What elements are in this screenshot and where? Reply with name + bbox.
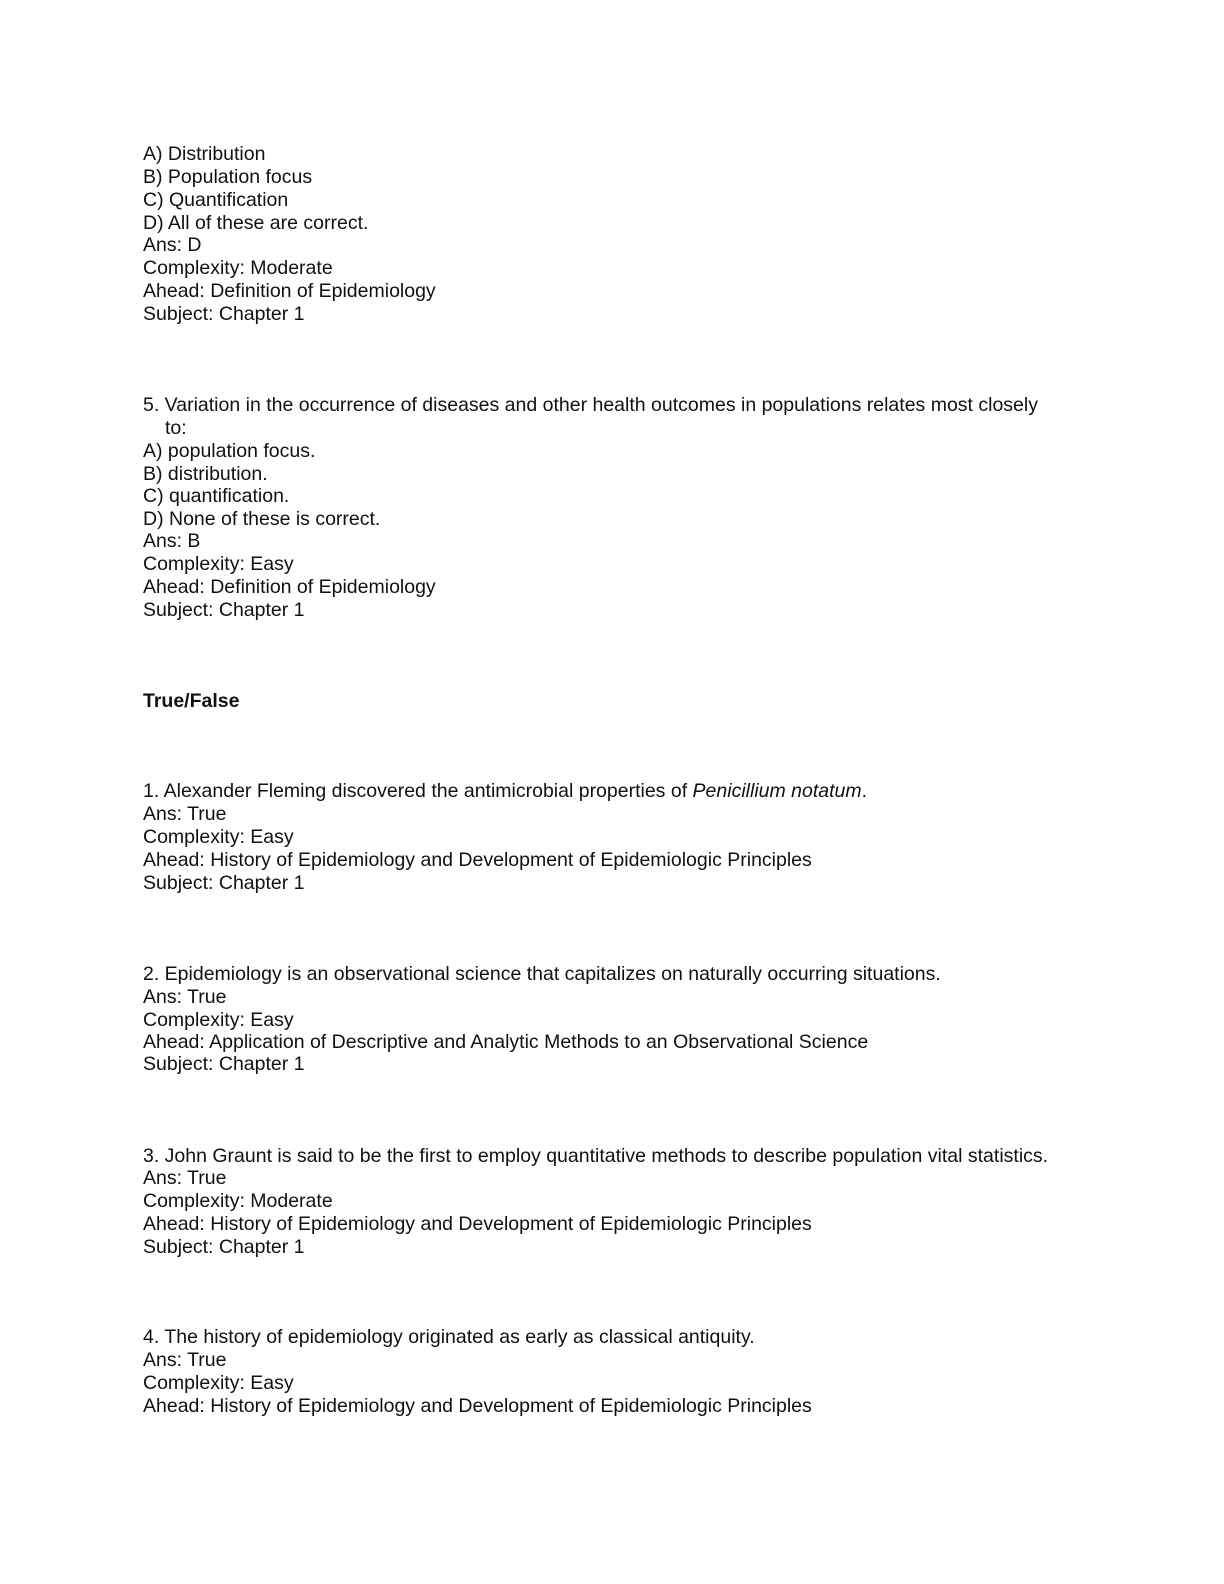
question-stem-end: . [861,780,868,802]
subject: Subject: Chapter 1 [143,1053,305,1075]
answer: Ans: True [143,1349,227,1371]
option-a: A) Distribution [143,143,266,165]
complexity: Complexity: Easy [143,553,294,575]
question-stem: 2. Epidemiology is an observational science that capitalizes on naturally occurring situations. [143,963,941,985]
subject: Subject: Chapter 1 [143,599,305,621]
question-stem-continued: to: [165,417,187,439]
complexity: Complexity: Easy [143,826,294,848]
answer: Ans: True [143,803,227,825]
complexity: Complexity: Easy [143,1009,294,1031]
option-c: C) quantification. [143,485,290,507]
subject: Subject: Chapter 1 [143,303,305,325]
complexity: Complexity: Moderate [143,1190,333,1212]
question-stem-text: 1. Alexander Fleming discovered the antimicrobial properties of [143,780,693,802]
ahead: Ahead: History of Epidemiology and Development of Epidemiologic Principles [143,1395,812,1417]
option-d: D) None of these is correct. [143,508,381,530]
ahead: Ahead: Definition of Epidemiology [143,576,436,598]
answer: Ans: B [143,530,201,552]
ahead: Ahead: History of Epidemiology and Development of Epidemiologic Principles [143,849,812,871]
organism-name: Penicillium notatum [692,780,862,802]
subject: Subject: Chapter 1 [143,872,305,894]
complexity: Complexity: Easy [143,1372,294,1394]
subject: Subject: Chapter 1 [143,1236,305,1258]
section-heading: True/False [143,690,240,712]
ahead: Ahead: Application of Descriptive and Analytic Methods to an Observational Science [143,1031,869,1053]
option-a: A) population focus. [143,440,316,462]
option-c: C) Quantification [143,189,289,211]
question-stem: 4. The history of epidemiology originated as early as classical antiquity. [143,1326,755,1348]
option-b: B) distribution. [143,463,268,485]
answer: Ans: True [143,986,227,1008]
ahead: Ahead: Definition of Epidemiology [143,280,436,302]
question-stem [143,780,867,803]
question-stem: 3. John Graunt is said to be the first to employ quantitative methods to describe population vital statistics. [143,1145,1049,1167]
option-b: B) Population focus [143,166,313,188]
complexity: Complexity: Moderate [143,257,333,279]
answer: Ans: D [143,234,202,256]
answer: Ans: True [143,1167,227,1189]
option-d: D) All of these are correct. [143,212,369,234]
question-stem: 5. Variation in the occurrence of diseases and other health outcomes in populations relates most closely [143,394,1038,416]
ahead: Ahead: History of Epidemiology and Development of Epidemiologic Principles [143,1213,812,1235]
